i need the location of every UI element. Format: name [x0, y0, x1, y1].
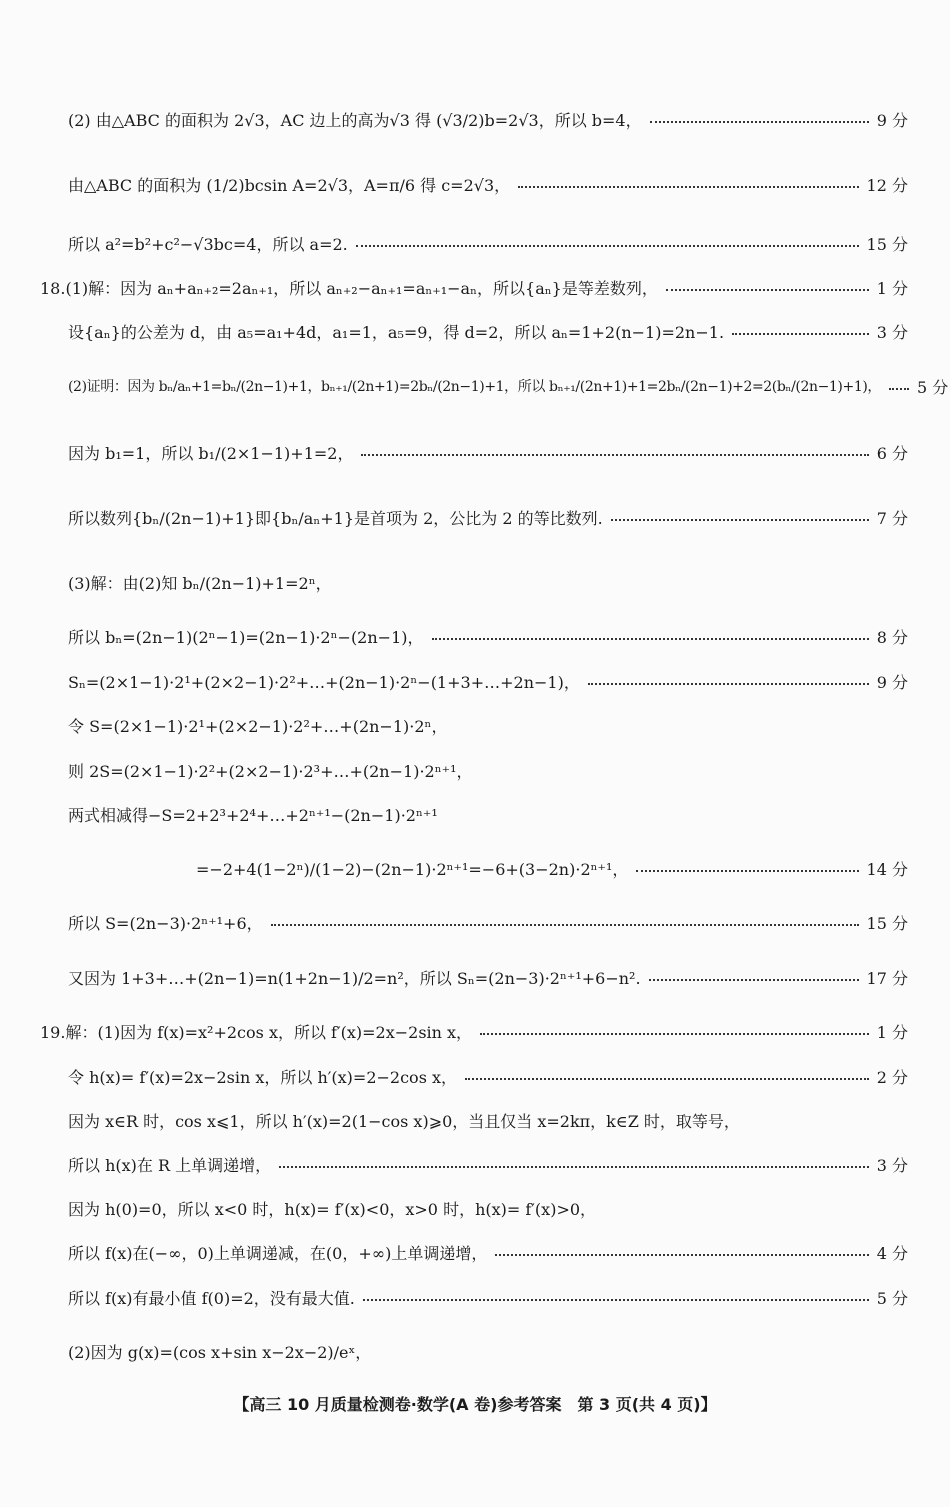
line-score: 1 分 [876, 278, 908, 298]
line-score: 8 分 [876, 627, 908, 647]
line-text: (2)证明：因为 bₙ/aₙ+1=bₙ/(2n−1)+1，bₙ₊₁/(2n+1)=2bₙ/(2n−1)+1，所以 bₙ₊₁/(2n+1)+1=2bₙ/(2n−1)+2=2(bₙ/(2n−1)+1)， [68, 379, 881, 395]
line-24 [0, 1280, 950, 1314]
line-text: 所以数列{bₙ/(2n−1)+1}即{bₙ/aₙ+1}是首项为 2，公比为 2 的等比数列. [68, 508, 603, 528]
line-score: 14 分 [866, 859, 908, 879]
line-8 [0, 500, 950, 534]
line-14 [0, 797, 950, 831]
dot-leader [518, 186, 858, 188]
dot-leader [732, 333, 869, 335]
dot-leader [465, 1078, 869, 1080]
line-text: 设{aₙ}的公差为 d，由 a₅=a₁+4d，a₁=1，a₅=9，得 d=2，所以 aₙ=1+2(n−1)=2n−1. [68, 322, 725, 342]
line-score: 4 分 [876, 1243, 908, 1263]
dot-leader [279, 1166, 869, 1168]
line-text: 令 h(x)= f′(x)=2x−2sin x，所以 h′(x)=2−2cos x， [68, 1067, 458, 1087]
line-2 [0, 167, 950, 201]
line-text: 所以 bₙ=(2n−1)(2ⁿ−1)=(2n−1)·2ⁿ−(2n−1)， [68, 627, 424, 647]
line-17 [0, 960, 950, 994]
line-text: 因为 b₁=1，所以 b₁/(2×1−1)+1=2， [68, 443, 354, 463]
line-21 [0, 1147, 950, 1181]
line-18 [0, 1014, 950, 1048]
line-15 [0, 851, 950, 885]
line-score: 9 分 [876, 110, 908, 130]
line-10 [0, 619, 950, 653]
line-score: 3 分 [876, 322, 908, 342]
line-text: (3)解：由(2)知 bₙ/(2n−1)+1=2ⁿ， [68, 573, 332, 593]
line-20 [0, 1103, 950, 1137]
line-text: 由△ABC 的面积为 (1/2)bcsin A=2√3，A=π/6 得 c=2√3， [68, 175, 511, 195]
line-7 [0, 435, 950, 469]
dot-leader [356, 245, 859, 247]
line-text: 19.解：(1)因为 f(x)=x²+2cos x，所以 f′(x)=2x−2sin x， [40, 1022, 473, 1042]
dot-leader [611, 519, 869, 521]
line-6 [0, 369, 950, 403]
line-score: 6 分 [876, 443, 908, 463]
line-score: 2 分 [876, 1067, 908, 1087]
line-22 [0, 1191, 950, 1225]
line-score: 15 分 [866, 913, 908, 933]
line-3 [0, 226, 950, 260]
dot-leader [649, 979, 859, 981]
dot-leader [666, 289, 869, 291]
line-4 [0, 270, 950, 304]
dot-leader [432, 638, 869, 640]
line-13 [0, 753, 950, 787]
line-text: 因为 x∈R 时，cos x⩽1，所以 h′(x)=2(1−cos x)⩾0，当且仅当 x=2kπ，k∈Z 时，取等号， [68, 1111, 740, 1131]
dot-leader [636, 870, 858, 872]
line-text: 18.(1)解：因为 aₙ+aₙ₊₂=2aₙ₊₁，所以 aₙ₊₂−aₙ₊₁=aₙ₊₁−aₙ，所以{aₙ}是等差数列， [40, 278, 658, 298]
line-5 [0, 314, 950, 348]
line-19 [0, 1059, 950, 1093]
dot-leader [588, 683, 869, 685]
line-score: 7 分 [876, 508, 908, 528]
line-text: 又因为 1+3+…+(2n−1)=n(1+2n−1)/2=n²，所以 Sₙ=(2n−3)·2ⁿ⁺¹+6−n². [68, 968, 641, 988]
line-11 [0, 664, 950, 698]
line-text: 两式相减得−S=2+2³+2⁴+…+2ⁿ⁺¹−(2n−1)·2ⁿ⁺¹ [68, 805, 438, 825]
line-text: =−2+4(1−2ⁿ)/(1−2)−(2n−1)·2ⁿ⁺¹=−6+(3−2n)·2ⁿ⁺¹， [196, 859, 629, 879]
line-score: 12 分 [866, 175, 908, 195]
line-score: 5 分 [876, 1288, 908, 1308]
line-1 [0, 102, 950, 136]
line-text: 所以 f(x)在(−∞，0)上单调递减，在(0，+∞)上单调递增， [68, 1243, 488, 1263]
line-text: 所以 h(x)在 R 上单调递增， [68, 1155, 272, 1175]
line-12 [0, 708, 950, 742]
line-score: 3 分 [876, 1155, 908, 1175]
dot-leader [889, 388, 909, 390]
dot-leader [361, 454, 868, 456]
line-9 [0, 565, 950, 599]
line-text: Sₙ=(2×1−1)·2¹+(2×2−1)·2²+…+(2n−1)·2ⁿ−(1+3+…+2n−1)， [68, 672, 580, 692]
line-23 [0, 1235, 950, 1269]
line-text: 则 2S=(2×1−1)·2²+(2×2−1)·2³+…+(2n−1)·2ⁿ⁺¹， [68, 761, 473, 781]
line-score: 5 分 [917, 377, 949, 397]
dot-leader [271, 924, 859, 926]
dot-leader [480, 1033, 869, 1035]
line-25 [0, 1334, 950, 1368]
dot-leader [650, 121, 869, 123]
line-text: (2) 由△ABC 的面积为 2√3，AC 边上的高为√3 得 (√3/2)b=2√3，所以 b=4， [68, 110, 642, 130]
line-text: 所以 S=(2n−3)·2ⁿ⁺¹+6， [68, 913, 263, 933]
line-text: 所以 f(x)有最小值 f(0)=2，没有最大值. [68, 1288, 355, 1308]
dot-leader [495, 1254, 868, 1256]
page-footer: 【高三 10 月质量检测卷·数学(A 卷)参考答案 第 3 页(共 4 页)】 [233, 1394, 717, 1414]
dot-leader [363, 1299, 869, 1301]
line-score: 17 分 [866, 968, 908, 988]
line-text: 所以 a²=b²+c²−√3bc=4，所以 a=2. [68, 234, 348, 254]
line-16 [0, 905, 950, 939]
line-text: (2)因为 g(x)=(cos x+sin x−2x−2)/eˣ， [68, 1342, 372, 1362]
line-score: 15 分 [866, 234, 908, 254]
line-score: 1 分 [876, 1022, 908, 1042]
line-score: 9 分 [876, 672, 908, 692]
line-text: 令 S=(2×1−1)·2¹+(2×2−1)·2²+…+(2n−1)·2ⁿ， [68, 716, 448, 736]
line-text: 因为 h(0)=0，所以 x<0 时，h(x)= f′(x)<0，x>0 时，h(x)= f′(x)>0， [68, 1199, 597, 1219]
